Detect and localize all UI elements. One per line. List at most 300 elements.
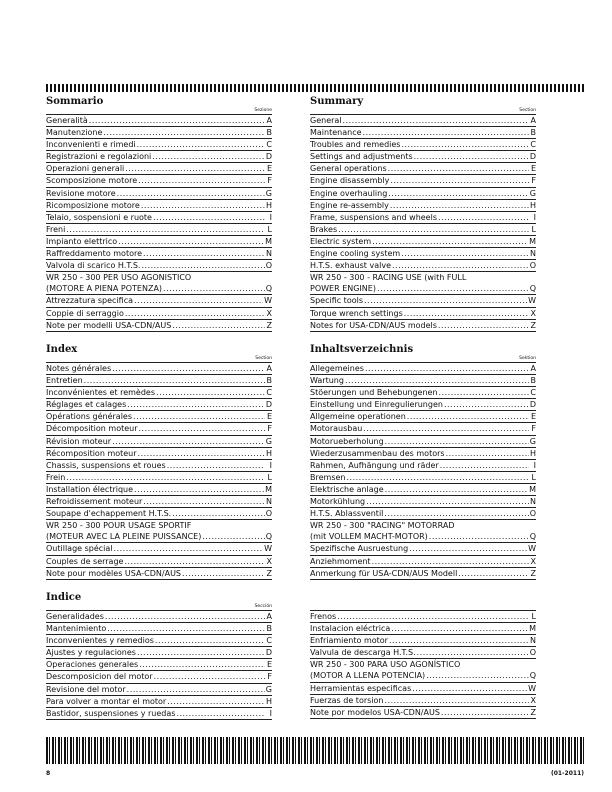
toc-entry-section-code: D [265,400,272,410]
dot-leader [114,543,264,554]
toc-entry-label: Allegemeines [310,364,364,373]
dot-leader [143,248,265,259]
dot-leader [458,568,529,579]
dot-leader [366,496,529,507]
dot-leader [389,635,529,646]
toc-entry-label: Descomposicion del motor [46,672,153,682]
dot-leader [155,635,265,646]
toc-entry-label: Revisione motore [46,188,116,198]
toc-entry-section-code: F [267,176,272,186]
toc-entry-section-code: L [531,224,536,234]
toc-entry[interactable] [46,508,272,520]
toc-entry[interactable] [46,611,272,623]
toc-entry-section-code: G [265,436,272,446]
toc-entry[interactable] [46,556,272,568]
toc-entry-section-code: D [265,648,272,658]
toc-entry[interactable] [310,568,536,580]
toc-entry-section-code: X [266,556,272,566]
toc-entry-section-code: W [528,296,536,306]
dot-leader [345,375,529,386]
toc-entry[interactable] [46,200,272,212]
toc-entry-label: Impianto elettrico [46,236,118,246]
toc-entry[interactable] [46,520,272,531]
dot-leader [202,531,264,542]
toc-entry[interactable] [46,623,272,635]
toc-entry-section-code: W [264,544,272,554]
dot-leader [390,175,529,186]
toc-entry-section-code: Z [530,320,536,330]
toc-entry[interactable] [46,188,272,200]
dot-leader [138,175,265,186]
toc-entry-label: (MOTORE A PIENA POTENZA) [46,284,163,294]
toc-entry[interactable] [46,139,272,151]
dot-leader [446,448,529,459]
toc-entry[interactable] [46,260,272,272]
toc-entry-section-code: E [530,164,536,174]
toc-entry-section-code: I [269,212,272,222]
dot-leader [401,248,529,259]
toc-entry[interactable] [46,212,272,224]
toc-entry[interactable] [46,411,272,423]
toc-entry-label: Electric system [310,236,372,246]
toc-entry-label: Troubles and remedies [310,140,401,150]
toc-entry-section-code: Z [530,568,536,578]
toc-entry[interactable] [46,387,272,399]
toc-entry[interactable] [46,363,272,375]
toc-entry-section-code: Q [529,284,536,294]
toc-entry-label: Motorkühlung [310,497,366,507]
toc-entry[interactable] [46,472,272,484]
toc-entry[interactable] [310,224,536,236]
toc-entry-section-code: H [265,448,272,458]
toc-entry-label: Coppie di serraggio [46,308,124,318]
dot-leader [134,484,264,495]
dot-leader [66,224,265,235]
toc-entry-label: Entretien [46,376,83,386]
dot-leader [153,212,265,223]
toc-entry-section-code: W [528,544,536,554]
toc-entry[interactable] [310,387,536,399]
dot-leader [372,236,528,247]
dot-leader [337,611,529,622]
toc-entry[interactable] [310,556,536,568]
toc-entry-label: Specific tools [310,296,363,306]
toc-entry-section-code: D [529,400,536,410]
toc-entry[interactable] [46,115,272,127]
toc-entry[interactable] [46,568,272,580]
dot-leader [143,496,265,507]
toc-entry[interactable] [46,708,272,720]
toc-entry-label: WR 250 - 300 - RACING USE (with FULL [310,273,467,283]
toc-entry-section-code: A [530,364,536,373]
toc-entry-label: Frein [46,472,66,482]
toc-entry-label: Note por modelos USA-CDN/AUS [310,707,440,717]
toc-entry-section-code: N [530,636,536,646]
toc-entry-label: Engine disassembly [310,176,390,186]
toc-entry[interactable] [310,260,536,272]
toc-entry-label: Récomposition moteur [46,448,137,458]
toc-entry-label: Frame, suspensions and wheels [310,212,437,222]
dot-leader [384,695,529,706]
toc-entry-label: Opérations générales [46,412,133,422]
toc-entry[interactable] [310,411,536,423]
dot-leader [438,212,529,223]
toc-entry[interactable] [310,496,536,508]
dot-leader [127,399,265,410]
page-number: 8 [46,770,51,777]
toc-entry[interactable] [46,151,272,163]
toc-entry-label: Révision moteur [46,436,112,446]
dot-leader [112,363,265,374]
toc-entry-section-code: I [269,708,272,718]
toc-entry-section-code: E [266,660,272,670]
dot-leader [363,423,529,434]
dot-leader [137,139,265,150]
toc-entry-section-code: M [265,236,272,246]
toc-entry[interactable] [310,115,536,127]
dot-leader [167,696,265,707]
toc-entry-label: Anziehmoment [310,556,371,566]
toc-entry[interactable] [46,399,272,411]
dot-leader [156,387,265,398]
toc-entry-label: Couples de serrage [46,556,124,566]
toc-entry[interactable] [310,163,536,175]
dot-leader [385,436,529,447]
toc-entry[interactable] [46,295,272,307]
toc-entry[interactable] [310,670,536,682]
toc-entry[interactable] [310,472,536,484]
toc-entry-label: Installation électrique [46,484,134,494]
toc-entry-section-code: E [530,412,536,422]
toc-entry-section-code: B [530,128,536,138]
toc-entry-section-code: M [529,624,536,634]
toc-entry-label: Engine overhauling [310,188,388,198]
toc-entry-label: Ajustes y regulaciones [46,648,136,658]
toc-entry[interactable] [46,127,272,139]
toc-entry-section-code: C [266,636,272,646]
dot-leader [441,707,529,718]
toc-entry-label: POWER ENGINE) [310,284,376,294]
toc-entry-label: Wiederzusammenbau des motors [310,448,445,458]
toc-entry-section-code: N [266,249,272,259]
toc-entry[interactable] [46,375,272,387]
dot-leader [125,163,265,174]
toc-entry[interactable] [310,543,536,555]
dot-leader [388,188,529,199]
toc-entry-label: Refroidissement moteur [46,497,143,507]
dot-leader [141,260,264,271]
toc-entry-section-code: H [529,448,536,458]
toc-entry[interactable] [310,375,536,387]
toc-entry-section-code: B [266,128,272,138]
toc-entry[interactable] [46,224,272,236]
dot-leader [363,127,529,138]
toc-entry-section-code: C [266,140,272,150]
dot-leader [134,295,263,306]
toc-entry-label: Inconvenienti e rimedi [46,140,136,150]
toc-entry[interactable] [46,236,272,248]
toc-entry-section-code: W [264,296,272,306]
toc-entry-section-code: I [533,212,536,222]
toc-entry[interactable] [310,436,536,448]
section-title: Indice [46,592,82,603]
dot-leader [103,127,265,138]
toc-entry-label: Generalità [46,116,88,125]
toc-entry[interactable] [310,531,536,543]
toc-entry[interactable] [46,423,272,435]
dot-leader [409,543,527,554]
toc-entry-section-code: B [266,376,272,386]
dot-leader [412,683,527,694]
toc-entry[interactable] [46,320,272,332]
toc-entry-section-code: A [266,364,272,373]
toc-entry[interactable] [310,520,536,531]
toc-entry[interactable] [46,460,272,472]
toc-entry-label: WR 250 - 300 POUR USAGE SPORTIF [46,521,192,531]
dot-leader [407,411,529,422]
toc-entry-label: Maintenance [310,128,362,138]
toc-entry-section-code: L [267,224,272,234]
toc-entry[interactable] [310,707,536,719]
toc-entry[interactable] [310,508,536,520]
dot-leader [343,115,529,126]
toc-entry[interactable] [46,531,272,543]
toc-entry[interactable] [310,695,536,707]
toc-entry-section-code: O [529,648,536,658]
toc-entry[interactable] [310,175,536,187]
toc-entry-section-code: A [530,116,536,125]
toc-entry[interactable] [310,200,536,212]
dot-leader [390,200,529,211]
toc-entry-label: Herramientas especificas [310,683,412,693]
toc-entry-section-code: G [529,436,536,446]
toc-entry[interactable] [46,659,272,671]
dot-leader [365,363,529,374]
toc-entry-label: Scomposizione motore [46,176,138,186]
toc-entry[interactable] [46,496,272,508]
toc-entry-section-code: O [265,261,272,271]
toc-entry[interactable] [46,484,272,496]
toc-entry-section-code: A [266,612,272,621]
toc-entry[interactable] [310,212,536,224]
toc-entry[interactable] [310,659,536,670]
toc-section-index [46,344,272,580]
toc-entry[interactable] [46,635,272,647]
toc-entry[interactable] [46,175,272,187]
toc-entry[interactable] [46,671,272,683]
dot-leader [426,670,529,681]
toc-entry[interactable] [310,460,536,472]
dot-leader [429,531,529,542]
dot-leader [338,224,529,235]
toc-entry-label: Décomposition moteur [46,424,138,434]
toc-entry[interactable] [310,399,536,411]
toc-entry-label: Telaio, sospensioni e ruote [46,212,152,222]
toc-entry-label: Engine cooling system [310,249,401,259]
toc-entry[interactable] [310,320,536,332]
toc-entry-label: Generalidades [46,612,104,621]
toc-entry[interactable] [46,647,272,659]
dot-leader [439,387,529,398]
toc-entry[interactable] [46,543,272,555]
toc-entry[interactable] [46,248,272,260]
dot-leader [137,647,265,658]
toc-entry-section-code: Q [529,532,536,542]
toc-entry[interactable] [310,248,536,260]
toc-entry-section-code: Z [266,568,272,578]
toc-entry-section-code: N [266,497,272,507]
toc-entry[interactable] [310,683,536,695]
toc-entry[interactable] [46,436,272,448]
dot-leader [66,472,265,483]
dot-leader [163,283,265,294]
dot-leader [384,508,528,519]
dot-leader [364,295,527,306]
toc-entry-section-code: F [531,424,536,434]
toc-entry-label: Note pour modèles USA-CDN/AUS [46,568,181,578]
toc-entry-label: (MOTEUR AVEC LA PLEINE PUISSANCE) [46,532,202,542]
toc-entry-label: WR 250 - 300 PARA USO AGONÍSTICO [310,660,461,670]
toc-entry-label: Settings and adjustments [310,152,413,162]
toc-entry[interactable] [46,163,272,175]
toc-entry-section-code: I [269,460,272,470]
toc-entry[interactable] [310,308,536,320]
toc-entry-section-code: F [531,176,536,186]
section-column-label: Sezione [254,108,272,113]
toc-entry-section-code: O [529,509,536,519]
toc-entry-section-code: I [533,460,536,470]
toc-entry-label: Allgemeine operationen [310,412,406,422]
toc-entry[interactable] [310,188,536,200]
toc-entry-section-code: C [530,140,536,150]
edition-date: (01-2011) [550,770,584,777]
toc-entry-section-code: D [529,152,536,162]
toc-entry[interactable] [46,283,272,295]
dot-leader [152,151,265,162]
toc-entry-section-code: O [265,509,272,519]
toc-entry-label: Manutenzione [46,128,103,138]
dot-leader [417,647,529,658]
toc-entry-label: Valvula de descarga H.T.S. [310,648,416,658]
toc-entry-section-code: X [530,556,536,566]
top-barcode-strip [46,84,584,92]
toc-entry[interactable] [310,363,536,375]
toc-entry-section-code: A [266,116,272,125]
toc-entry-section-code: L [531,472,536,482]
dot-leader [89,115,265,126]
toc-entry-label: Ricomposizione motore [46,200,140,210]
dot-leader [444,399,529,410]
toc-entry-label: Instalacion eléctrica [310,624,391,634]
toc-entry-label: Brakes [310,224,338,234]
toc-entry[interactable] [310,272,536,283]
toc-entry-section-code: B [266,624,272,634]
toc-entry[interactable] [310,151,536,163]
toc-entry-section-code: W [528,683,536,693]
toc-section-indice-es [46,592,272,720]
dot-leader [176,708,265,719]
toc-entry[interactable] [310,647,536,659]
section-column-label: Sektion [519,356,536,361]
toc-entry-label: H.T.S. Ablassventil [310,509,384,519]
toc-entry[interactable] [46,272,272,283]
section-column-label: Sección [254,604,272,609]
toc-entry-label: Mantenimiento [46,624,107,634]
toc-entry-section-code: N [530,249,536,259]
toc-entry[interactable] [46,696,272,708]
toc-section-summary [310,96,536,332]
toc-entry[interactable] [310,295,536,307]
toc-entry-label: Outillage spécial [46,544,113,554]
toc-entry[interactable] [310,139,536,151]
toc-entry-label: Spezifische Ausruestung [310,544,409,554]
toc-entry[interactable] [46,684,272,696]
toc-entry[interactable] [310,127,536,139]
dot-leader [401,139,529,150]
section-title [310,592,536,604]
toc-entry-section-code: L [267,472,272,482]
toc-entry[interactable] [310,635,536,647]
toc-entry[interactable] [310,448,536,460]
dot-leader [107,623,265,634]
toc-entry-section-code: Q [265,532,272,542]
toc-entry[interactable] [310,484,536,496]
toc-section-indice-es-cont [310,592,536,719]
toc-entry-section-code: F [267,672,272,682]
dot-leader [127,684,265,695]
toc-entry-label: Inconvenientes y remedios [46,636,154,646]
section-column-label: Section [519,108,536,113]
dot-leader [385,484,528,495]
toc-entry[interactable] [46,448,272,460]
toc-entry[interactable] [310,611,536,623]
dot-leader [124,556,265,567]
toc-entry-section-code: G [265,684,272,694]
toc-entry-label: Einstellung und Einregulierungen [310,400,443,410]
dot-leader [141,200,265,211]
toc-entry-label: Registrazioni e regolazioni [46,152,152,162]
toc-entry[interactable] [310,423,536,435]
toc-entry-section-code: C [266,388,272,398]
dot-leader [440,460,529,471]
toc-entry-section-code: M [265,484,272,494]
toc-entry[interactable] [310,623,536,635]
toc-entry-label: Notes for USA-CDN/AUS models [310,320,437,330]
toc-entry-label: Rahmen, Aufhängung und räder [310,460,439,470]
toc-entry[interactable] [310,283,536,295]
toc-entry-label: H.T.S. exhaust valve [310,261,391,271]
toc-entry-section-code: F [267,424,272,434]
toc-entry-label: Chassis, suspensions et roues [46,460,166,470]
toc-entry-section-code: Z [266,320,272,330]
toc-entry-section-code: H [265,200,272,210]
dot-leader [377,283,529,294]
toc-entry[interactable] [310,236,536,248]
dot-leader [388,163,529,174]
toc-entry-label: Stöerungen und Behebungenen [310,388,438,398]
section-title: Index [46,344,78,355]
dot-leader [118,236,264,247]
section-title: Inhaltsverzeichnis [310,344,414,355]
dot-leader [138,448,265,459]
toc-entry-label: Anmerkung für USA-CDN/AUS Modell [310,568,458,578]
toc-entry-section-code: G [529,188,536,198]
toc-entry-section-code: N [530,497,536,507]
toc-entry[interactable] [46,308,272,320]
toc-entry-label: WR 250 - 300 "RACING" MOTORRAD [310,521,455,531]
toc-section-sommario [46,96,272,332]
toc-entry-label: Valvola di scarico H.T.S. [46,261,141,271]
